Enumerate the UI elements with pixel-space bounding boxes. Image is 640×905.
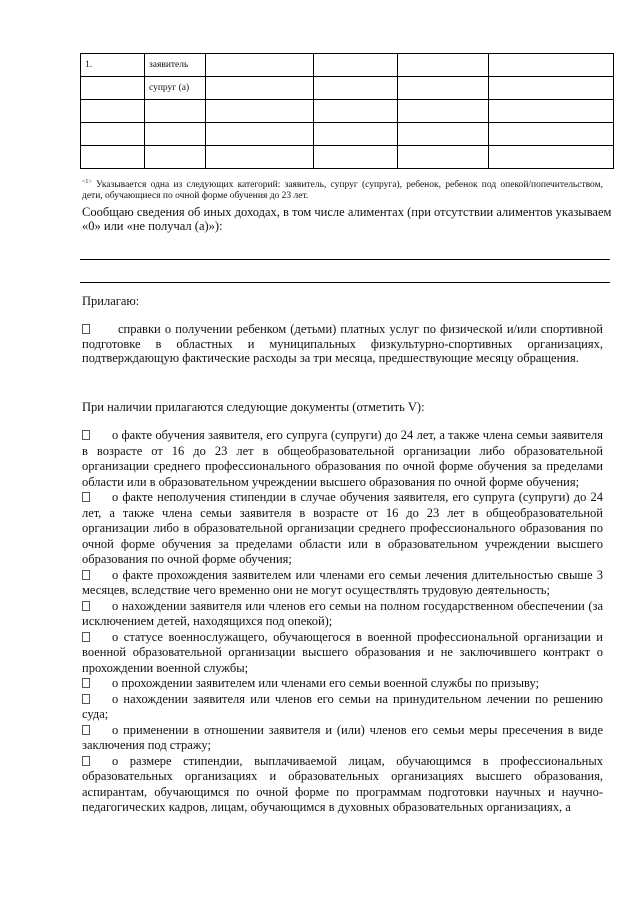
document-option-text: о факте неполучения стипендии в случае обучения заявителя, его супруга (супруги) до 24 лет, а также члена семьи заявителя в возрасте от 16 до 23 лет в общеобразовательной организации либо в образовательной организации среднего профессионального образования по очной форме обучения за пределами области или в образовательном учреждении высшего образования по очной форме обучения; xyxy=(82,490,603,566)
document-option xyxy=(82,754,603,816)
document-option-text: о факте обучения заявителя, его супруга (супруги) до 24 лет, а также члена семьи заявителя в возрасте от 16 до 23 лет в общеобразовательной организации либо образовательной организации среднего профессионального образования по очной форме обучения за пределами области или в образовательном учреждении высшего образования по очной форме обучения; xyxy=(82,428,603,489)
table-cell xyxy=(145,100,206,123)
table-cell xyxy=(206,54,314,77)
footnote-text: Указывается одна из следующих категорий: заявитель, супруг (супруга), ребенок, ребенок под опекой/попечительством, дети, обучающиеся по очной форме обучения до 23 лет. xyxy=(82,180,604,202)
checkbox-icon[interactable] xyxy=(82,632,90,642)
document-option xyxy=(82,490,603,568)
table-cell xyxy=(314,146,398,169)
table-cell xyxy=(398,100,489,123)
document-option-text: о факте прохождения заявителем или членами его семьи лечения длительностью свыше 3 месяцев, вследствие чего временно они не могут осуществлять трудовую деятельность; xyxy=(82,567,603,597)
answer-line-2[interactable] xyxy=(80,282,610,283)
checkbox-icon[interactable] xyxy=(82,430,90,440)
document-option xyxy=(82,599,603,630)
attachment-item-text: справки о получении ребенком (детьми) платных услуг по физической и/или спортивной подготовке в областных и муниципальных физкультурно-спортивных организациях, подтверждающую фактические расходы за три месяца, предшествующие месяцу обращения. xyxy=(82,322,603,365)
document-option-text: о применении в отношении заявителя и (или) членов его семьи меры пресечения в виде заключения под стражу; xyxy=(82,722,603,752)
table-cell: 1. xyxy=(81,54,145,77)
table-cell xyxy=(489,146,614,169)
checkbox-icon[interactable] xyxy=(82,678,90,688)
document-option-text: о размере стипендии, выплачиваемой лицам, обучающимся в профессиональных образовательных организациях и образовательных организациях высшего образования, аспирантам, обучающимся по очной форме по программам подготовки научных и научно-педагогических кадров, лицам, обучающимся в духовных образовательных организациях, а xyxy=(82,753,603,814)
table-row xyxy=(81,77,614,100)
other-income-statement: Сообщаю сведения об иных доходах, в том числе алиментах (при отсутствии алиментов указываем «0» или «не получал (а)»): xyxy=(82,205,612,233)
table-cell xyxy=(314,123,398,146)
table-cell xyxy=(398,146,489,169)
table-cell xyxy=(314,54,398,77)
document-option-text: о нахождении заявителя или членов его семьи на принудительном лечении по решению суда; xyxy=(82,691,603,721)
table-cell xyxy=(206,123,314,146)
document-option xyxy=(82,676,603,692)
table-row xyxy=(81,100,614,123)
table-cell xyxy=(489,77,614,100)
checkbox-icon[interactable] xyxy=(82,756,90,766)
checkbox-icon[interactable] xyxy=(82,492,90,502)
table-cell xyxy=(81,123,145,146)
table-cell xyxy=(314,77,398,100)
table-row xyxy=(81,123,614,146)
optional-documents-heading: При наличии прилагаются следующие документы (отметить V): xyxy=(82,400,425,414)
table-cell xyxy=(145,123,206,146)
checkbox-icon[interactable] xyxy=(82,570,90,580)
table-cell xyxy=(398,54,489,77)
document-option-text: о прохождении заявителем или членами его семьи военной службы по призыву; xyxy=(112,676,540,690)
table-cell xyxy=(314,100,398,123)
document-option-text: о статусе военнослужащего, обучающегося в военной профессиональной организации и военной образовательной организации высшего образования и не заключившего контракт о прохождении военной службы; xyxy=(82,629,603,675)
table-cell xyxy=(81,146,145,169)
table-cell xyxy=(489,100,614,123)
document-option xyxy=(82,630,603,677)
table-cell: заявитель xyxy=(145,54,206,77)
footnote-mark: <1> xyxy=(82,179,92,185)
table-cell xyxy=(81,77,145,100)
footnote xyxy=(82,177,603,202)
family-members-table xyxy=(80,53,614,169)
table-cell xyxy=(489,123,614,146)
checkbox-icon[interactable] xyxy=(82,725,90,735)
table-cell xyxy=(398,123,489,146)
document-option xyxy=(82,568,603,599)
attachments-heading: Прилагаю: xyxy=(82,294,140,308)
attachment-item xyxy=(82,322,603,366)
checkbox-icon[interactable] xyxy=(82,601,90,611)
checkbox-icon[interactable] xyxy=(82,694,90,704)
document-option-text: о нахождении заявителя или членов его семьи на полном государственном обеспечении (за исключением детей, находящихся под опекой); xyxy=(82,598,603,628)
table-row xyxy=(81,146,614,169)
document-option xyxy=(82,723,603,754)
document-option xyxy=(82,428,603,490)
table-row xyxy=(81,54,614,77)
table-cell xyxy=(489,54,614,77)
table-cell xyxy=(206,100,314,123)
table-cell xyxy=(398,77,489,100)
checkbox-icon[interactable] xyxy=(82,324,90,334)
table-cell: супруг (а) xyxy=(145,77,206,100)
optional-documents-list xyxy=(82,428,603,816)
table-cell xyxy=(145,146,206,169)
document-option xyxy=(82,692,603,723)
table-cell xyxy=(206,146,314,169)
table-cell xyxy=(81,100,145,123)
table-cell xyxy=(206,77,314,100)
answer-line-1[interactable] xyxy=(80,259,610,260)
